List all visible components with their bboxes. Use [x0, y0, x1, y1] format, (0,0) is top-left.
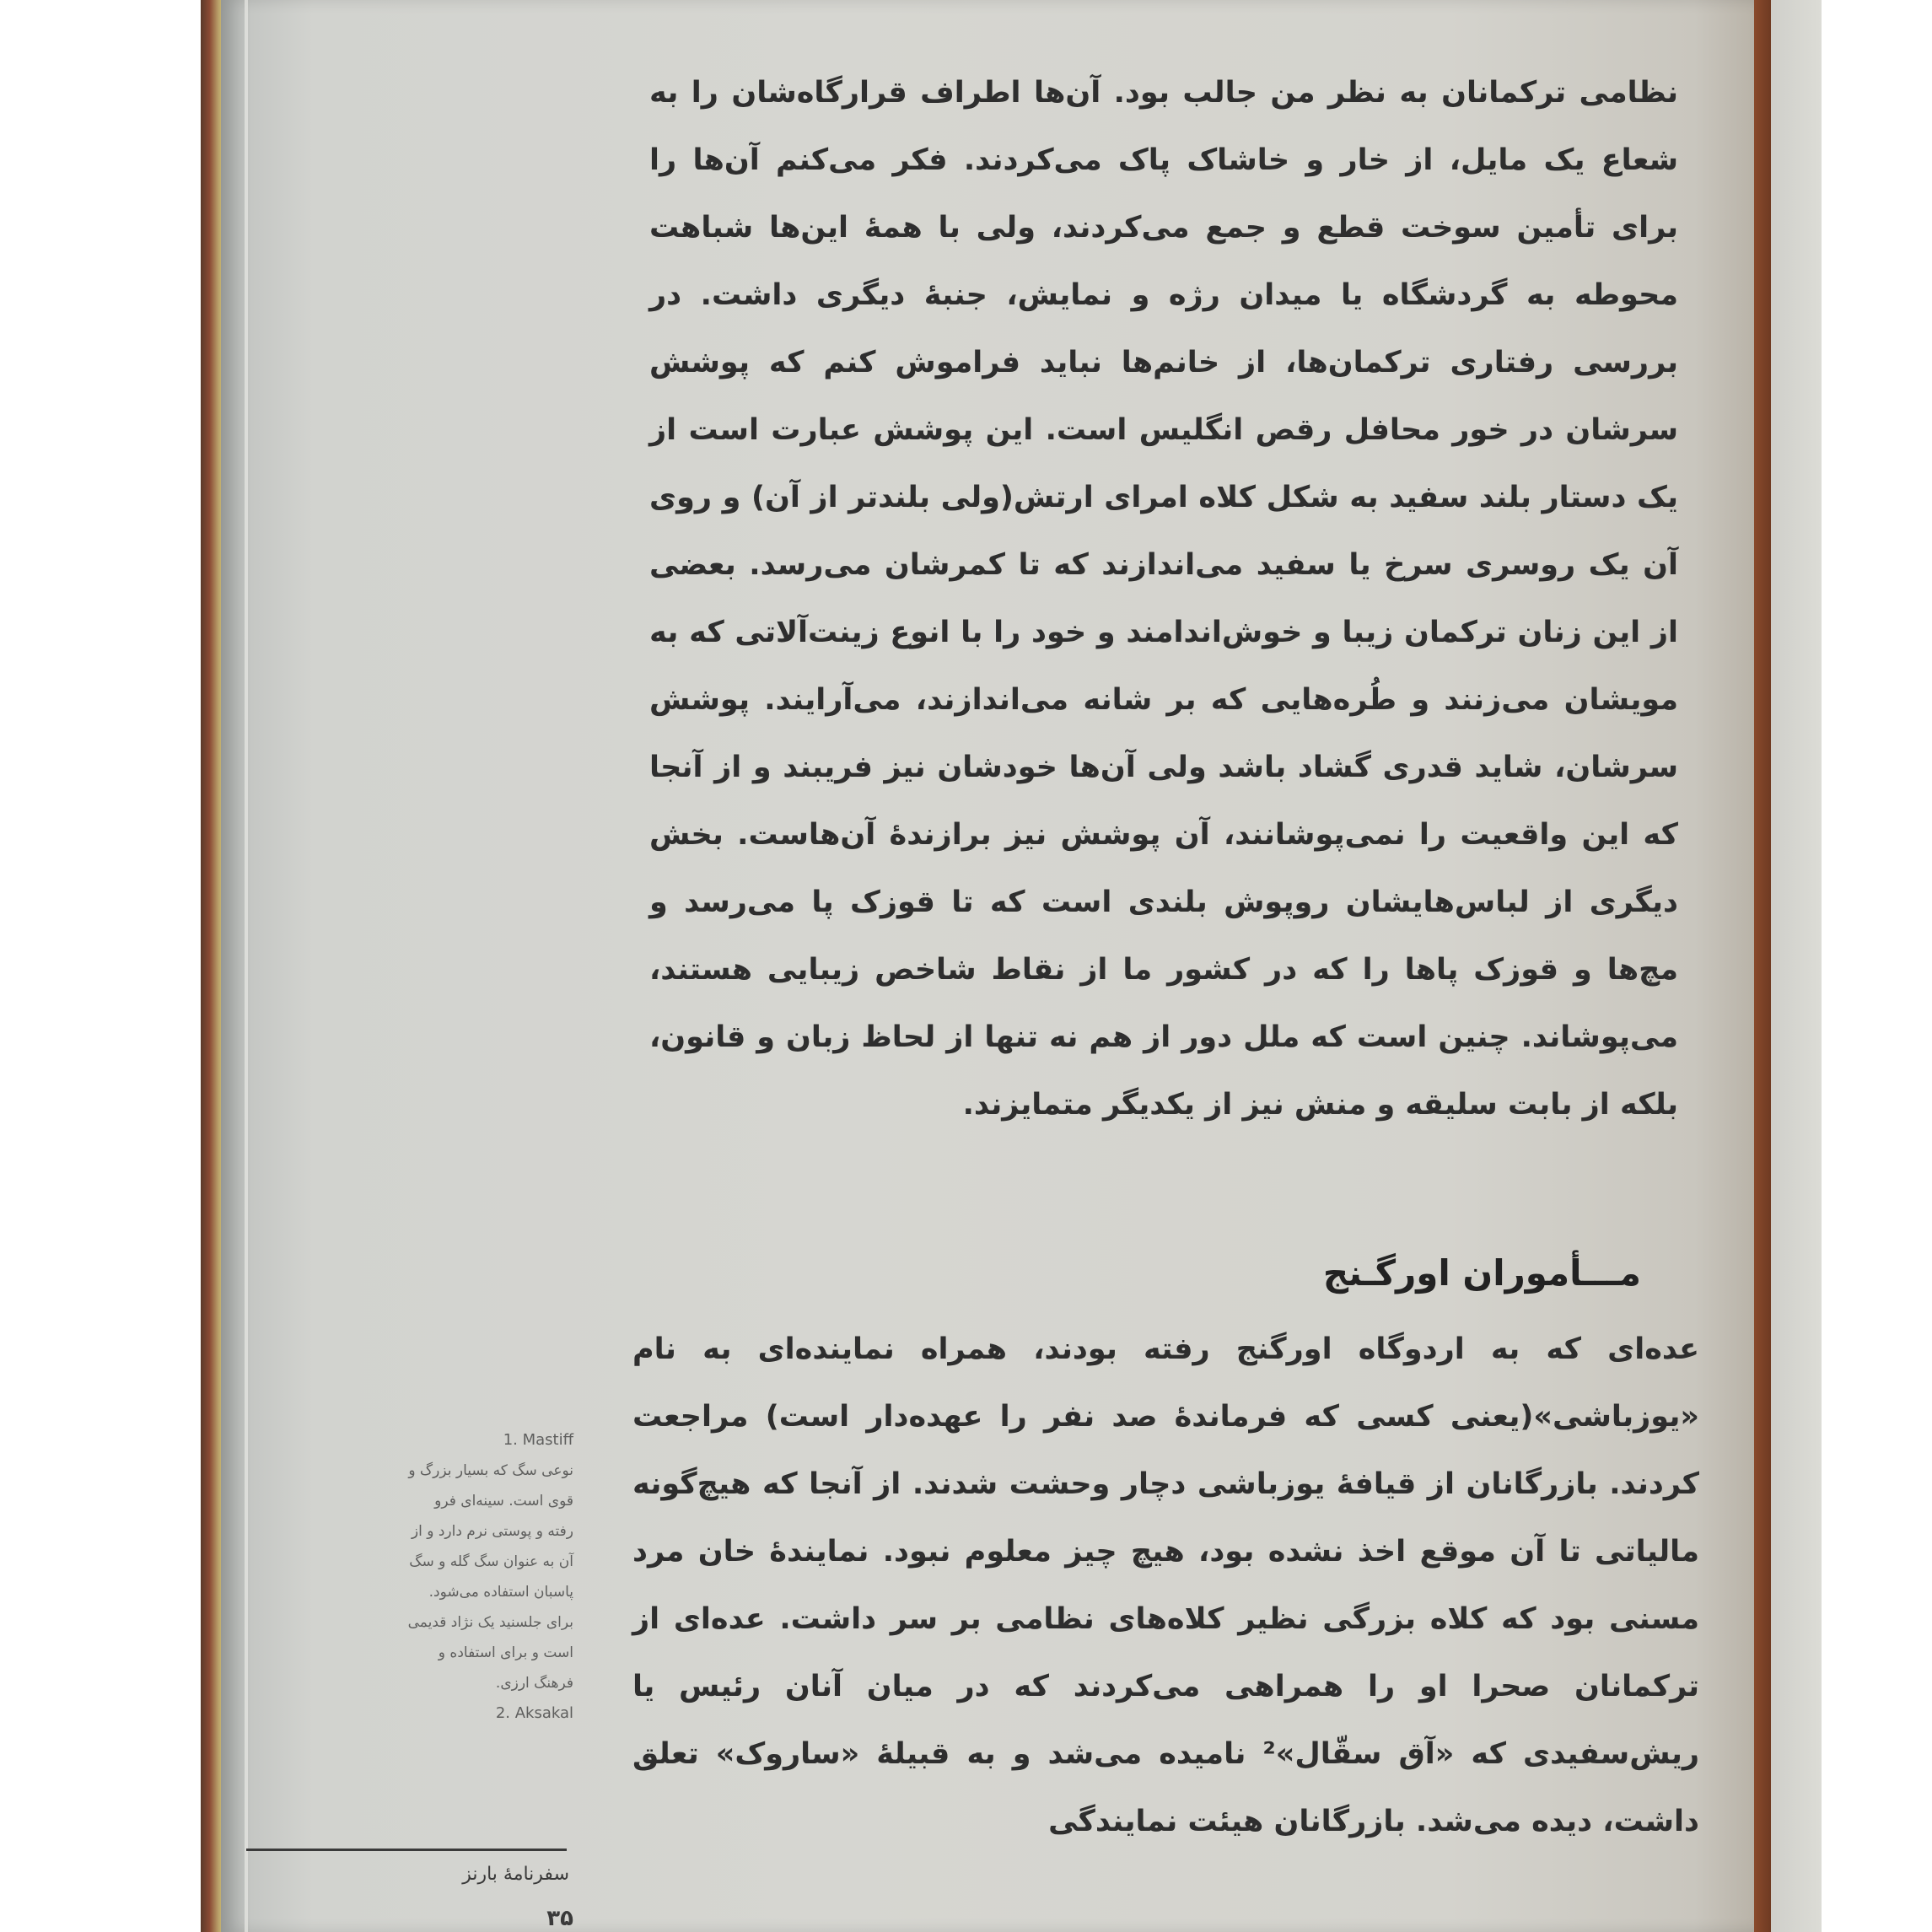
page-binding-edge — [245, 0, 248, 1932]
footnote-1-text: نوعی سگ که بسیار بزرگ و قوی است. سینه‌ای فرو رفته و پوستی نرم دارد و از آن به عنوان سگ گله و سگ پاسبان استفاده می‌شود. برای جلسنید یک نژاد قدیمی است و برای استفاده و فرهنگ ارزی. — [407, 1462, 573, 1692]
page-number: ۳۵ — [546, 1906, 573, 1931]
footnote-1-marker: 1. Mastiff — [503, 1431, 573, 1449]
footer-rule — [246, 1849, 567, 1851]
footnote-2-marker: 2. Aksakal — [495, 1704, 573, 1722]
book-cover-edge — [1754, 0, 1771, 1932]
body-paragraph-1: نظامی ترکمانان به نظر من جالب بود. آن‌ها اطراف قرارگاه‌شان را به شعاع یک مایل، از خار و خاشاک پاک می‌کردند. فکر می‌کنم آن‌ها را برای تأمین سوخت قطع و جمع می‌کردند، ولی با همهٔ این‌ها شباهت محوطه به گردشگاه یا میدان رژه و نمایش، جنبهٔ دیگری داشت. در بررسی رفتاری ترکمان‌ها، از خانم‌ها نباید فراموش کنم که پوشش سرشان در خور محافل رقص انگلیس است. این پوشش عبارت است از یک دستار بلند سفید به شکل کلاه امرای ارتش(ولی بلندتر از آن) و روی آن یک روسری سرخ یا سفید می‌اندازند که تا کمرشان می‌رسد. بعضی از این زنان ترکمان زیبا و خوش‌اندامند و خود را با انوع زینت‌آلاتی که به مویشان می‌زنند و طُره‌هایی که بر شانه می‌اندازند، می‌آرایند. پوشش سرشان، شاید قدری گشاد باشد ولی آن‌ها خودشان نیز فریبند و از آنجا که این واقعیت را نمی‌پوشانند، آن پوشش نیز برازندهٔ آن‌هاست. بخش دیگری از لباس‌هایشان روپوش بلندی است که تا قوزک پا می‌رسد و مچ‌ها و قوزک پاها را که در کشور ما از نقاط شاخص زیبایی هستند، می‌پوشاند. چنین است که ملل دور از هم نه تنها از لحاظ زبان و قانون، بلکه از بابت سلیقه و منش نیز از یکدیگر متمایزند. — [649, 76, 1678, 1122]
footnotes — [405, 1425, 573, 1729]
next-page-edge — [1771, 0, 1822, 1932]
running-head: سفرنامهٔ بارنز — [462, 1864, 569, 1885]
body-paragraph-2: عده‌ای که به اردوگاه اورگنج رفته بودند، همراه نماینده‌ای به نام «یوزباشی»(یعنی کسی که فرماندهٔ صد نفر را عهده‌دار است) مراجعت کردند. بازرگانان از قیافهٔ یوزباشی دچار وحشت شدند. از آنجا که هیچ‌گونه مالیاتی تا آن موقع اخذ نشده بود، هیچ چیز معلوم نبود. نمایندهٔ خان مرد مسنی بود که کلاه بزرگی نظیر کلاه‌های نظامی بر سر داشت. عده‌ای از ترکمانان صحرا او را همراهی می‌کردند که در میان آنان رئیس یا ریش‌سفیدی که «آق سقّال»² نامیده می‌شد و به قبیلهٔ «ساروک» تعلق داشت، دیده می‌شد. بازرگانان هیئت نمایندگی — [632, 1332, 1699, 1838]
section-heading: مـــأموران اورگـنج — [1322, 1252, 1641, 1294]
